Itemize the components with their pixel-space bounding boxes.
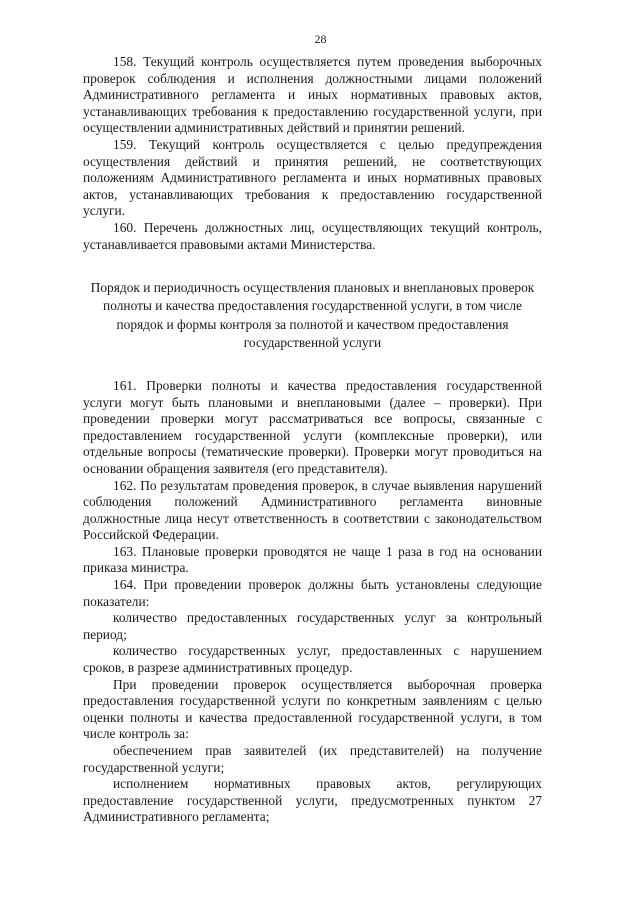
paragraph-163: 163. Плановые проверки проводятся не чаще 1 раза в год на основании приказа министра.: [83, 543, 542, 576]
paragraph-162: 162. По результатам проведения проверок, в случае выявления нарушений соблюдения положений Административного регламента виновные должностные лица несут ответственность в соответствии с законодательством Российской Федерации.: [83, 477, 542, 543]
paragraph-164: 164. При проведении проверок должны быть установлены следующие показатели:: [83, 577, 542, 609]
paragraph-160: 160. Перечень должностных лиц, осуществляющих текущий контроль, устанавливается правовыми актами Министерства.: [83, 219, 542, 252]
paragraph-selective-check: При проведении проверок осуществляется выборочная проверка предоставления государственной услуги по конкретным заявлениям с целью оценки полноты и качества предоставленной государственной услуги, в том числе контроль за:: [83, 676, 542, 742]
paragraph-159: 159. Текущий контроль осуществляется с целью предупреждения осуществления действий и принятия решений, не соответствующих положениям Административного регламента и иных нормативных правовых актов, устанавливающих требования к предоставлению государственной услуги.: [83, 136, 542, 219]
heading-line: Порядок и периодичность осуществления плановых и внеплановых проверок: [90, 280, 535, 296]
control-item: исполнением нормативных правовых актов, регулирующих предоставление государственной услуги, предусмотренных пунктом 27 Административного регламента;: [83, 776, 542, 825]
document-page: [83, 30, 542, 826]
page-number: 28: [314, 32, 327, 46]
indicator-item: количество предоставленных государственных услуг за контрольный период;: [83, 610, 542, 642]
paragraph-161: 161. Проверки полноты и качества предоставления государственной услуги могут быть плановыми и внеплановыми (далее – проверки). При проведении проверки могут рассматриваться все вопросы, связанные с предоставлением государственной услуги (комплексные проверки), или отдельные вопросы (тематические проверки). Проверки могут проводиться на основании обращения заявителя (его представителя).: [83, 377, 542, 476]
heading-line: порядок и формы контроля за полнотой и качеством предоставления: [116, 316, 509, 332]
paragraph-158: 158. Текущий контроль осуществляется путем проведения выборочных проверок соблюдения и исполнения должностными лицами положений Административного регламента и иных нормативных правовых актов, устанавливающих требования к предоставлению государственной услуги, при осуществлении административных действий и принятии решений.: [83, 54, 542, 136]
section-heading: [83, 279, 542, 352]
heading-line: полноты и качества предоставления государственной услуги, в том числе: [103, 298, 522, 314]
indicator-item: количество государственных услуг, предоставленных с нарушением сроков, в разрезе административных процедур.: [83, 643, 542, 676]
heading-line: государственной услуги: [243, 334, 382, 350]
control-item: обеспечением прав заявителей (их представителей) на получение государственной услуги;: [83, 743, 542, 775]
